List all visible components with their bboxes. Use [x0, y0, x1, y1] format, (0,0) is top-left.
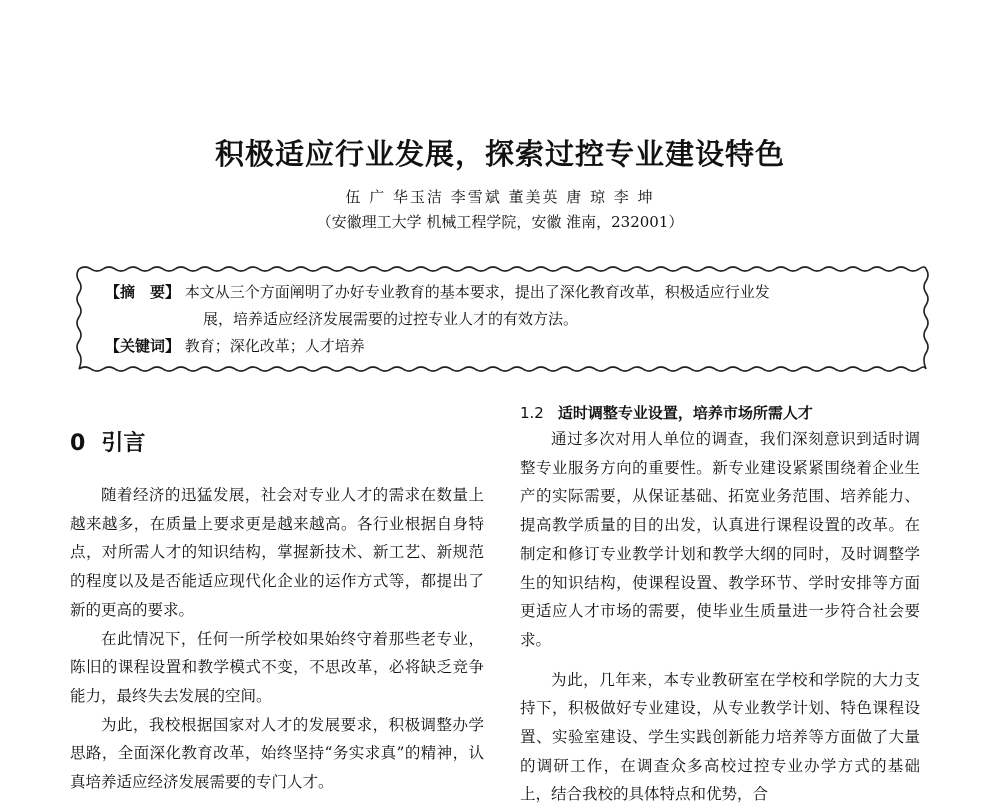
- subsection-title: 适时调整专业设置，培养市场所需人才: [557, 404, 813, 422]
- paragraph: 通过多次对用人单位的调查，我们深刻意识到适时调整专业服务方向的重要性。新专业建设紧紧围绕着企业生产的实际需要，从保证基础、拓宽业务范围、培养能力、提高教学质量的目的出发，认真进行课程设置的改革。在制定和修订专业教学计划和教学大纲的同时，及时调整学生的知识结构，使课程设置、教学环节、学时安排等方面更适应人才市场的需要，使毕业生质量进一步符合社会要求。: [520, 430, 920, 649]
- abstract-text-line1: 本文从三个方面阐明了办好专业教育的基本要求，提出了深化教育改革，积极适应行业发: [184, 283, 770, 301]
- keywords-label: 【关键词】: [105, 337, 181, 355]
- paragraph: 为此，几年来，本专业教研室在学校和学院的大力支持下，积极做好专业建设，从专业教学计划、特色课程设置、实验室建设、学生实践创新能力培养等方面做了大量的调研工作，在调查众多高校过控专业办学方式的基础上，结合我校的具体特点和优势，合: [520, 670, 920, 804]
- paper-title: 积极适应行业发展，探索过控专业建设特色: [214, 137, 785, 171]
- section-number: 0: [70, 431, 86, 456]
- subsection-heading-1-2: [520, 402, 813, 423]
- keywords-text: 教育；深化改革；人才培养: [184, 337, 365, 355]
- section-heading-intro: [70, 426, 145, 457]
- abstract-box: [75, 263, 930, 375]
- section-title: 引言: [101, 431, 146, 456]
- paragraph: 在此情况下，任何一所学校如果始终守着那些老专业，陈旧的课程设置和教学模式不变，不思改革，必将缺乏竞争能力，最终失去发展的空间。: [70, 629, 484, 705]
- subsection-number: 1.2: [520, 404, 544, 422]
- abstract-label: 【摘 要】: [105, 283, 181, 301]
- right-column: [520, 425, 920, 809]
- author-list: 伍 广 华玉洁 李雪斌 董美英 唐 琼 李 坤: [345, 188, 655, 206]
- left-column: [70, 481, 484, 797]
- abstract-text-line2: 展，培养适应经济发展需要的过控专业人才的有效方法。: [203, 310, 579, 328]
- paragraph: 随着经济的迅猛发展，社会对专业人才的需求在数量上越来越多，在质量上要求更是越来越高。各行业根据自身特点，对所需人才的知识结构，掌握新技术、新工艺、新规范的程度以及是否能适应现代化企业的运作方式等，都提出了新的更高的要求。: [70, 486, 484, 619]
- paragraph: 为此，我校根据国家对人才的发展要求，积极调整办学思路，全面深化教育改革，始终坚持“务实求真”的精神，认真培养适应经济发展需要的专门人才。: [70, 715, 484, 792]
- affiliation: （安徽理工大学 机械工程学院，安徽 淮南，232001）: [316, 213, 684, 231]
